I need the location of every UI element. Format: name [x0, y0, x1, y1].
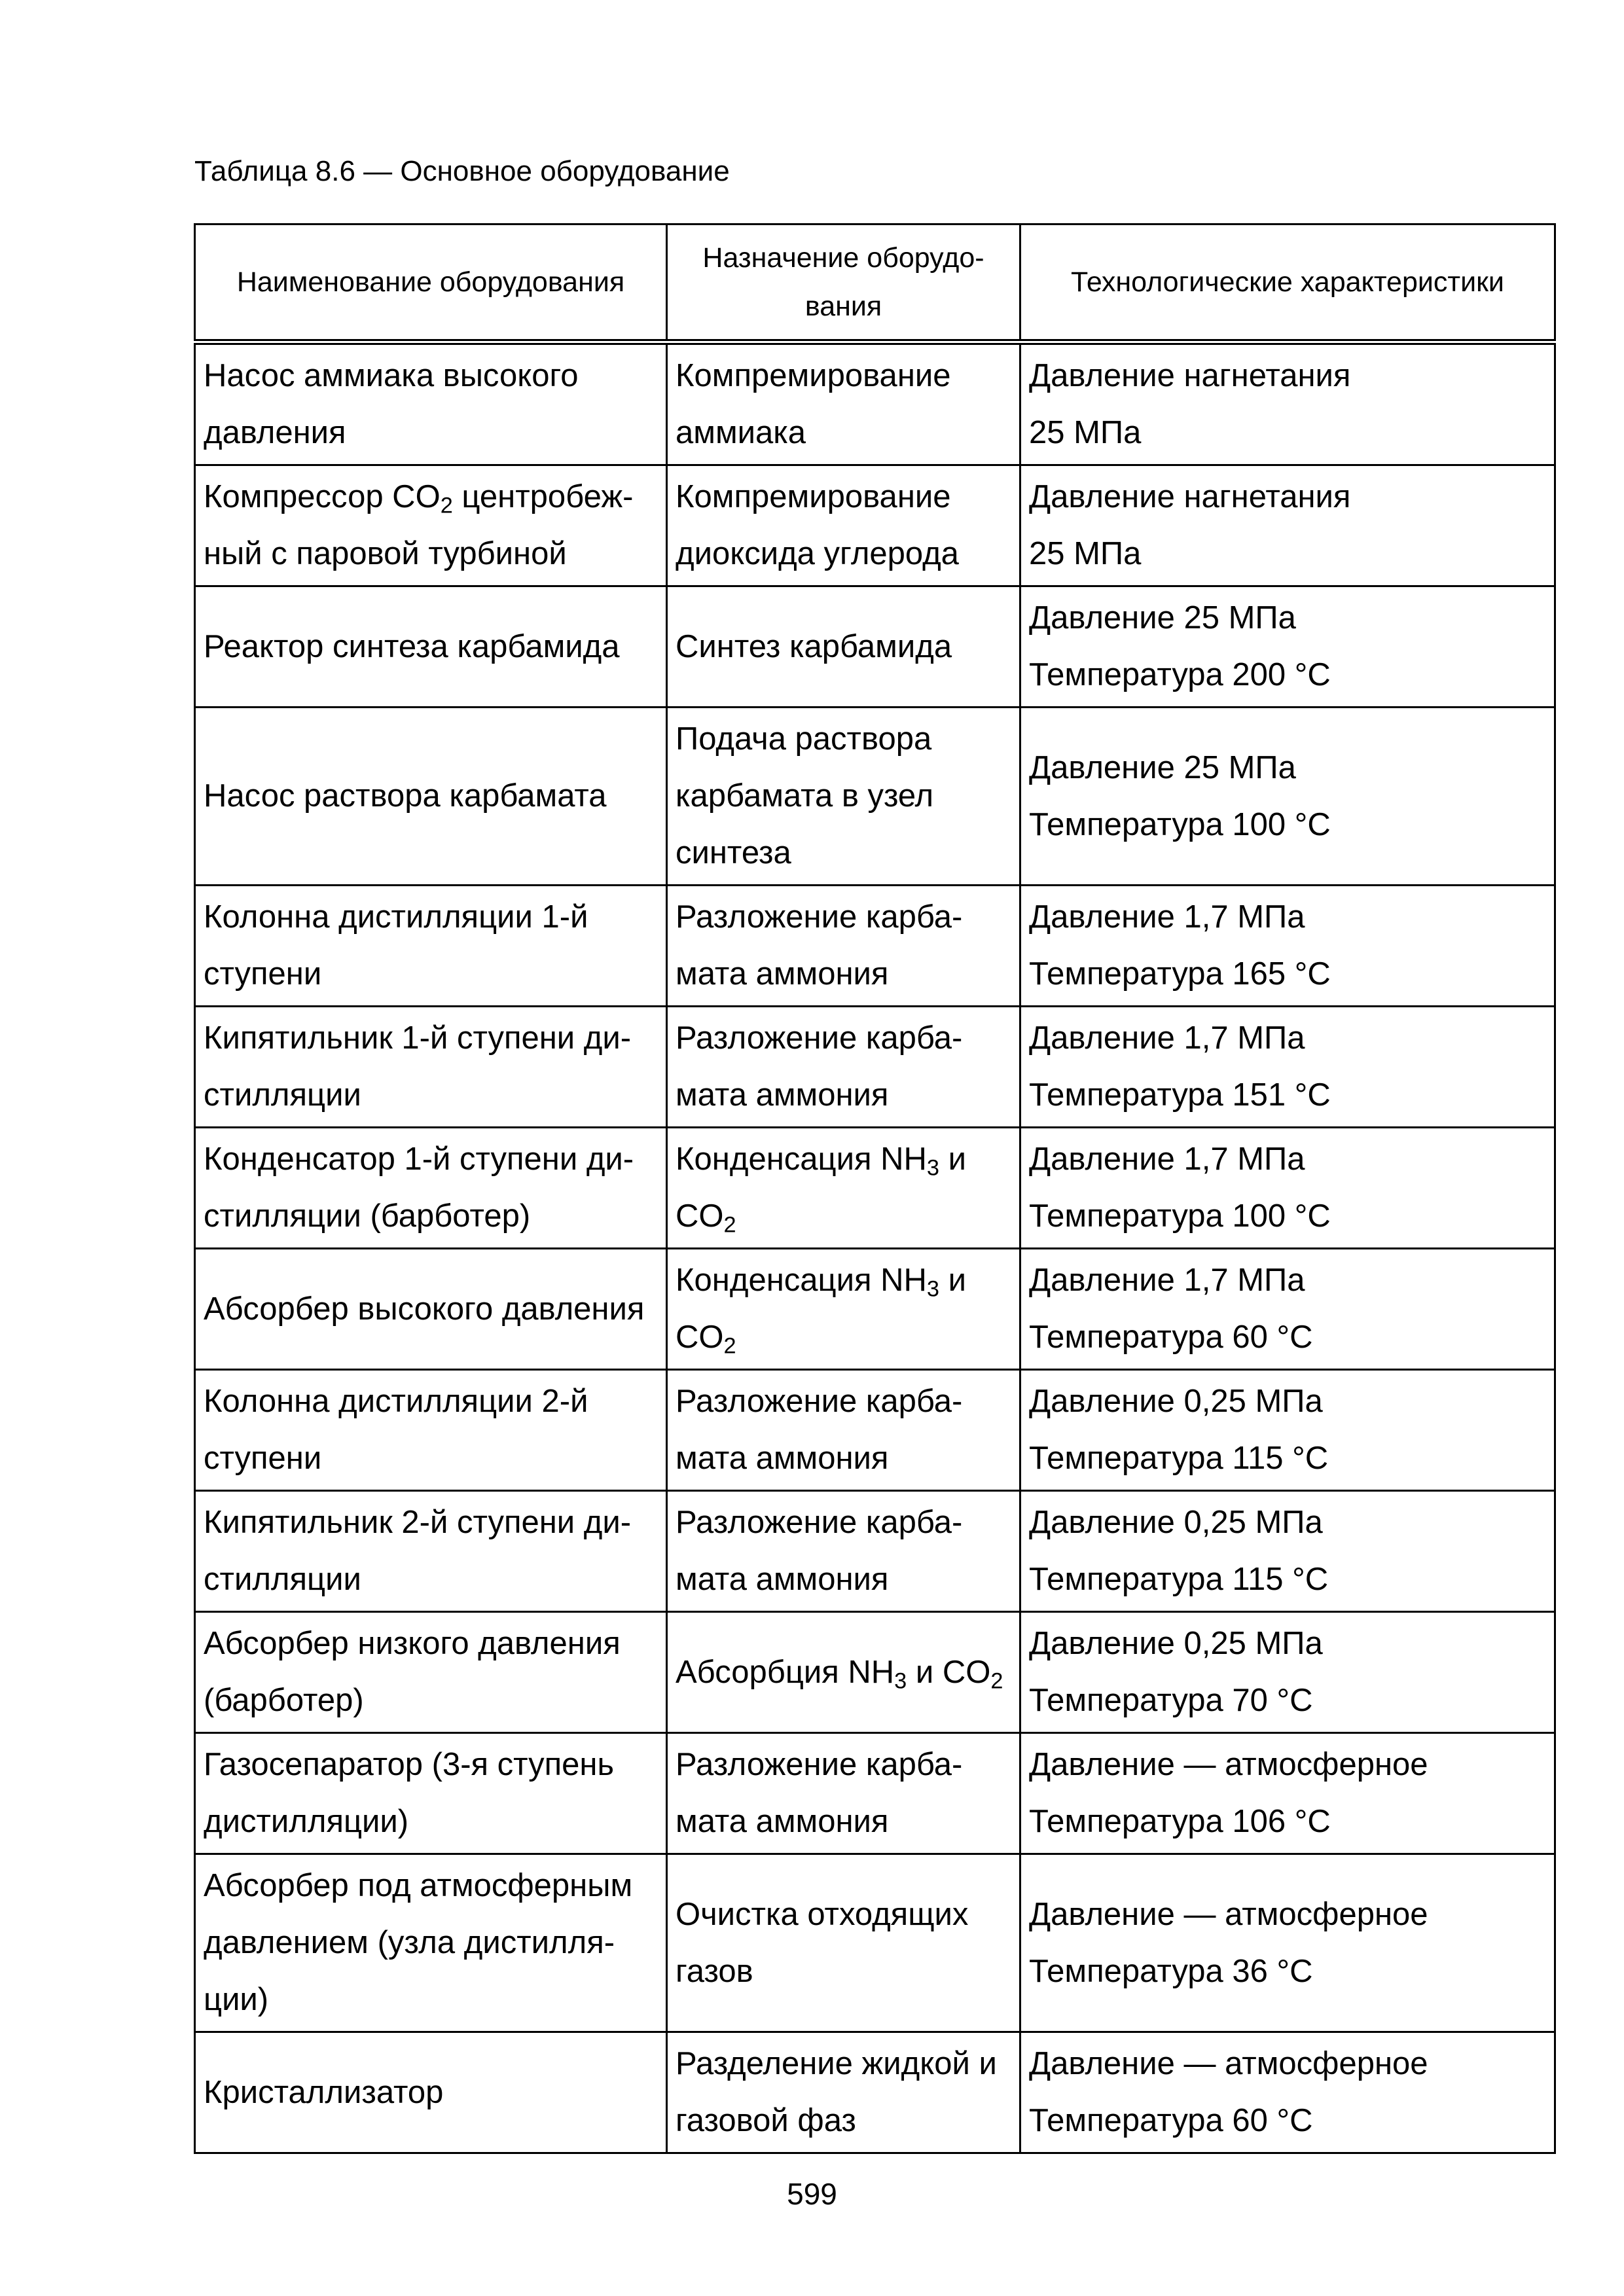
cell-line: Насос аммиака высокого: [204, 358, 579, 393]
table-row: [195, 1612, 1555, 1733]
equipment-purpose-cell: [667, 1612, 1020, 1733]
equipment-specs-cell: [1020, 708, 1555, 886]
cell-line: Давление 0,25 МПа: [1029, 1505, 1323, 1540]
cell-line: Температура 60 °С: [1029, 2103, 1313, 2138]
cell-line: Разложение карба-: [676, 1505, 963, 1540]
cell-line: стилляции: [204, 1562, 361, 1597]
header-line: вания: [804, 291, 882, 322]
cell-line: 25 МПа: [1029, 536, 1142, 571]
cell-line: Очистка отходящих: [676, 1896, 969, 1932]
table-row: [195, 465, 1555, 586]
cell-line: Абсорбер высокого давления: [204, 1291, 645, 1327]
table-row: [195, 1007, 1555, 1128]
cell-line: давления: [204, 415, 346, 450]
cell-line: Давление 1,7 МПа: [1029, 1263, 1305, 1298]
equipment-name-cell: [195, 1249, 667, 1370]
cell-line: газов: [676, 1953, 753, 1989]
equipment-purpose-cell: [667, 1370, 1020, 1491]
equipment-specs-cell: [1020, 1249, 1555, 1370]
cell-line: Абсорбер низкого давления: [204, 1626, 621, 1661]
header-technological-specs: [1020, 224, 1555, 342]
equipment-name-cell: [195, 1007, 667, 1128]
equipment-name-cell: [195, 1612, 667, 1733]
equipment-specs-cell: [1020, 1733, 1555, 1854]
cell-line: мата аммония: [676, 1441, 889, 1476]
cell-line: Температура 200 °С: [1029, 657, 1331, 692]
equipment-purpose-cell: [667, 1733, 1020, 1854]
equipment-specs-cell: [1020, 1128, 1555, 1249]
cell-line: карбамата в узел: [676, 778, 934, 814]
equipment-purpose-cell: [667, 2032, 1020, 2153]
table-row: [195, 1128, 1555, 1249]
cell-line: (барботер): [204, 1683, 364, 1718]
cell-line: Давление — атмосферное: [1029, 1896, 1428, 1932]
cell-line: $CO_2$: [676, 1319, 736, 1359]
equipment-purpose-cell: [667, 1491, 1020, 1612]
cell-line: Кипятильник 1-й ступени ди-: [204, 1020, 632, 1056]
equipment-purpose-cell: [667, 708, 1020, 886]
cell-line: Температура 100 °С: [1029, 1198, 1331, 1234]
table-row: [195, 1854, 1555, 2032]
table-row: [195, 886, 1555, 1007]
equipment-specs-cell: [1020, 1007, 1555, 1128]
cell-line: Конденсатор 1-й ступени ди-: [204, 1141, 634, 1177]
equipment-name-cell: [195, 1733, 667, 1854]
equipment-specs-cell: [1020, 586, 1555, 708]
equipment-specs-cell: [1020, 465, 1555, 586]
cell-line: Давление 1,7 МПа: [1029, 1020, 1305, 1056]
cell-line: ступени: [204, 956, 322, 992]
cell-line: Давление нагнетания: [1029, 358, 1351, 393]
header-line: Технологические характеристики: [1071, 266, 1504, 298]
equipment-specs-cell: [1020, 342, 1555, 465]
table-row: [195, 1491, 1555, 1612]
cell-line: Реактор синтеза карбамида: [204, 628, 620, 664]
page-number: 599: [787, 2177, 837, 2211]
cell-line: Компремирование: [676, 358, 951, 393]
cell-line: Разложение карба-: [676, 1747, 963, 1782]
equipment-purpose-cell: [667, 1128, 1020, 1249]
cell-line: Давление — атмосферное: [1029, 2046, 1428, 2081]
header-equipment-name: [195, 224, 667, 342]
equipment-specs-cell: [1020, 886, 1555, 1007]
table-caption: Таблица 8.6 — Основное оборудование: [194, 155, 730, 187]
equipment-purpose-cell: [667, 586, 1020, 708]
cell-line: Температура 36 °С: [1029, 1953, 1313, 1989]
cell-line: Компрессор $CO_2$ центробеж-: [204, 479, 634, 518]
equipment-name-cell: [195, 2032, 667, 2153]
equipment-name-cell: [195, 586, 667, 708]
cell-line: мата аммония: [676, 1077, 889, 1113]
equipment-name-cell: [195, 342, 667, 465]
cell-line: ный с паровой турбиной: [204, 536, 567, 571]
equipment-name-cell: [195, 465, 667, 586]
cell-line: Кипятильник 2-й ступени ди-: [204, 1505, 632, 1540]
cell-line: Температура 165 °С: [1029, 956, 1331, 992]
table-body: [195, 342, 1555, 2153]
cell-line: Абсорбция $NH_3$ и $CO_2$: [676, 1654, 1003, 1694]
equipment-purpose-cell: [667, 1007, 1020, 1128]
cell-line: Кристаллизатор: [204, 2074, 444, 2110]
cell-line: мата аммония: [676, 1562, 889, 1597]
cell-line: Конденсация $NH_3$ и: [676, 1263, 966, 1302]
table-row: [195, 708, 1555, 886]
cell-line: газовой фаз: [676, 2103, 856, 2138]
cell-line: Давление 0,25 МПа: [1029, 1626, 1323, 1661]
cell-line: синтеза: [676, 835, 791, 870]
cell-line: $CO_2$: [676, 1198, 736, 1238]
cell-line: Синтез карбамида: [676, 628, 952, 664]
cell-line: Давление — атмосферное: [1029, 1747, 1428, 1782]
header-line: Назначение оборудо-: [702, 242, 984, 274]
table-row: [195, 2032, 1555, 2153]
cell-line: Компремирование: [676, 479, 951, 514]
table-row: [195, 342, 1555, 465]
equipment-name-cell: [195, 1370, 667, 1491]
equipment-specs-cell: [1020, 1491, 1555, 1612]
cell-line: Температура 115 °С: [1029, 1562, 1329, 1597]
cell-line: Давление 1,7 МПа: [1029, 899, 1305, 935]
cell-line: Давление 1,7 МПа: [1029, 1141, 1305, 1177]
table-header: [195, 224, 1555, 342]
equipment-name-cell: [195, 886, 667, 1007]
cell-line: Температура 60 °С: [1029, 1319, 1313, 1355]
equipment-purpose-cell: [667, 465, 1020, 586]
cell-line: Колонна дистилляции 1-й: [204, 899, 588, 935]
table-row: [195, 1733, 1555, 1854]
cell-line: диоксида углерода: [676, 536, 959, 571]
equipment-specs-cell: [1020, 1854, 1555, 2032]
cell-line: дистилляции): [204, 1804, 409, 1839]
cell-line: Давление 25 МПа: [1029, 600, 1296, 636]
equipment-name-cell: [195, 1854, 667, 2032]
cell-line: ции): [204, 1982, 269, 2017]
cell-line: Температура 106 °С: [1029, 1804, 1331, 1839]
equipment-name-cell: [195, 708, 667, 886]
cell-line: Абсорбер под атмосферным: [204, 1868, 633, 1903]
cell-line: стилляции: [204, 1077, 361, 1113]
header-equipment-purpose: [667, 224, 1020, 342]
cell-line: Разделение жидкой и: [676, 2046, 997, 2081]
cell-line: давлением (узла дистилля-: [204, 1925, 615, 1960]
equipment-specs-cell: [1020, 2032, 1555, 2153]
table-row: [195, 1249, 1555, 1370]
equipment-specs-cell: [1020, 1612, 1555, 1733]
cell-line: Подача раствора: [676, 721, 932, 757]
equipment-purpose-cell: [667, 1854, 1020, 2032]
header-line: Наименование оборудования: [236, 266, 625, 298]
cell-line: Насос раствора карбамата: [204, 778, 607, 814]
equipment-purpose-cell: [667, 1249, 1020, 1370]
cell-line: мата аммония: [676, 956, 889, 992]
cell-line: мата аммония: [676, 1804, 889, 1839]
cell-line: Колонна дистилляции 2-й: [204, 1384, 588, 1419]
equipment-name-cell: [195, 1128, 667, 1249]
cell-line: Температура 100 °С: [1029, 806, 1331, 842]
cell-line: ступени: [204, 1441, 322, 1476]
cell-line: аммиака: [676, 415, 806, 450]
cell-line: Температура 151 °С: [1029, 1077, 1331, 1113]
cell-line: Разложение карба-: [676, 1384, 963, 1419]
equipment-specs-cell: [1020, 1370, 1555, 1491]
equipment-name-cell: [195, 1491, 667, 1612]
cell-line: Давление 0,25 МПа: [1029, 1384, 1323, 1419]
cell-line: Температура 115 °С: [1029, 1441, 1329, 1476]
table-row: [195, 586, 1555, 708]
equipment-purpose-cell: [667, 342, 1020, 465]
table-row: [195, 1370, 1555, 1491]
cell-line: стилляции (барботер): [204, 1198, 531, 1234]
cell-line: Давление 25 МПа: [1029, 749, 1296, 785]
cell-line: Конденсация $NH_3$ и: [676, 1141, 966, 1181]
cell-line: Газосепаратор (3-я ступень: [204, 1747, 615, 1782]
equipment-table: [194, 223, 1556, 2154]
cell-line: 25 МПа: [1029, 415, 1142, 450]
cell-line: Разложение карба-: [676, 899, 963, 935]
cell-line: Разложение карба-: [676, 1020, 963, 1056]
header-row: [195, 224, 1555, 342]
cell-line: Температура 70 °С: [1029, 1683, 1313, 1718]
equipment-purpose-cell: [667, 886, 1020, 1007]
cell-line: Давление нагнетания: [1029, 479, 1351, 514]
